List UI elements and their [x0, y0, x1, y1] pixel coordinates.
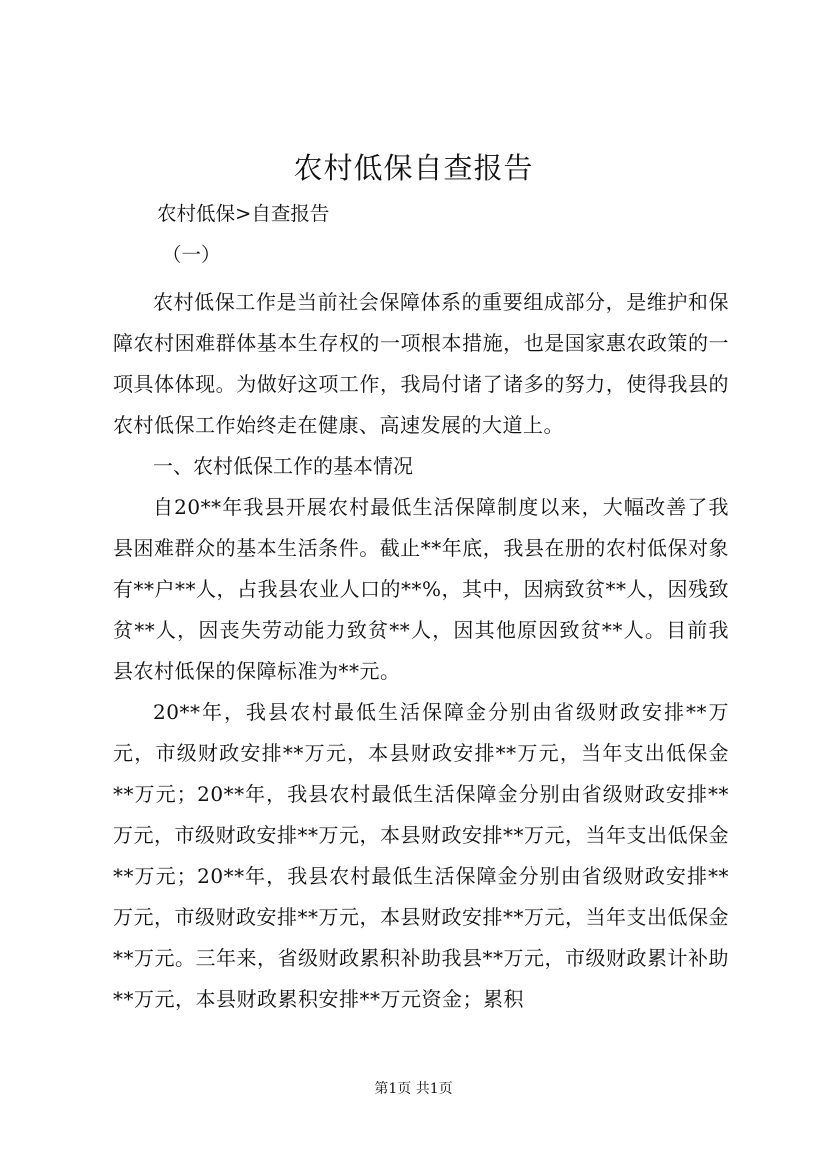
paragraph-intro: 农村低保工作是当前社会保障体系的重要组成部分，是维护和保障农村困难群体基本生存权的一项根本措施，也是国家惠农政策的一项具体体现。为做好这项工作，我局付诸了诸多的努力，使得我县的农村低保工作始终走在健康、高速发展的大道上。	[113, 290, 729, 437]
document-body	[113, 282, 729, 1020]
document-title: 农村低保自查报告	[293, 151, 534, 185]
section-heading: 一、农村低保工作的基本情况	[153, 454, 413, 478]
breadcrumb: 农村低保>自查报告	[157, 202, 330, 225]
paragraph-funding: 20**年，我县农村最低生活保障金分别由省级财政安排**万元，市级财政安排**万元，本县财政安排**万元，当年支出低保金**万元；20**年，我县农村最低生活保障金分别由省级财政安排**万元，市级财政安排**万元，本县财政安排**万元，当年支出低保金**万元；20**年，我县农村最低生活保障金分别由省级财政安排**万元，市级财政安排**万元，本县财政安排**万元，当年支出低保金**万元。三年来，省级财政累积补助我县**万元，市级财政累计补助**万元，本县财政累积安排**万元资金；累积	[113, 700, 729, 1011]
page-footer: 第1页 共1页	[374, 1081, 453, 1097]
section-number: （一）	[162, 243, 221, 266]
paragraph-basic-situation: 自20**年我县开展农村最低生活保障制度以来，大幅改善了我县困难群众的基本生活条件。截止**年底，我县在册的农村低保对象有**户**人，占我县农业人口的**%，其中，因病致贫**人，因残致贫**人，因丧失劳动能力致贫**人，因其他原因致贫**人。目前我县农村低保的保障标准为**元。	[113, 495, 730, 683]
